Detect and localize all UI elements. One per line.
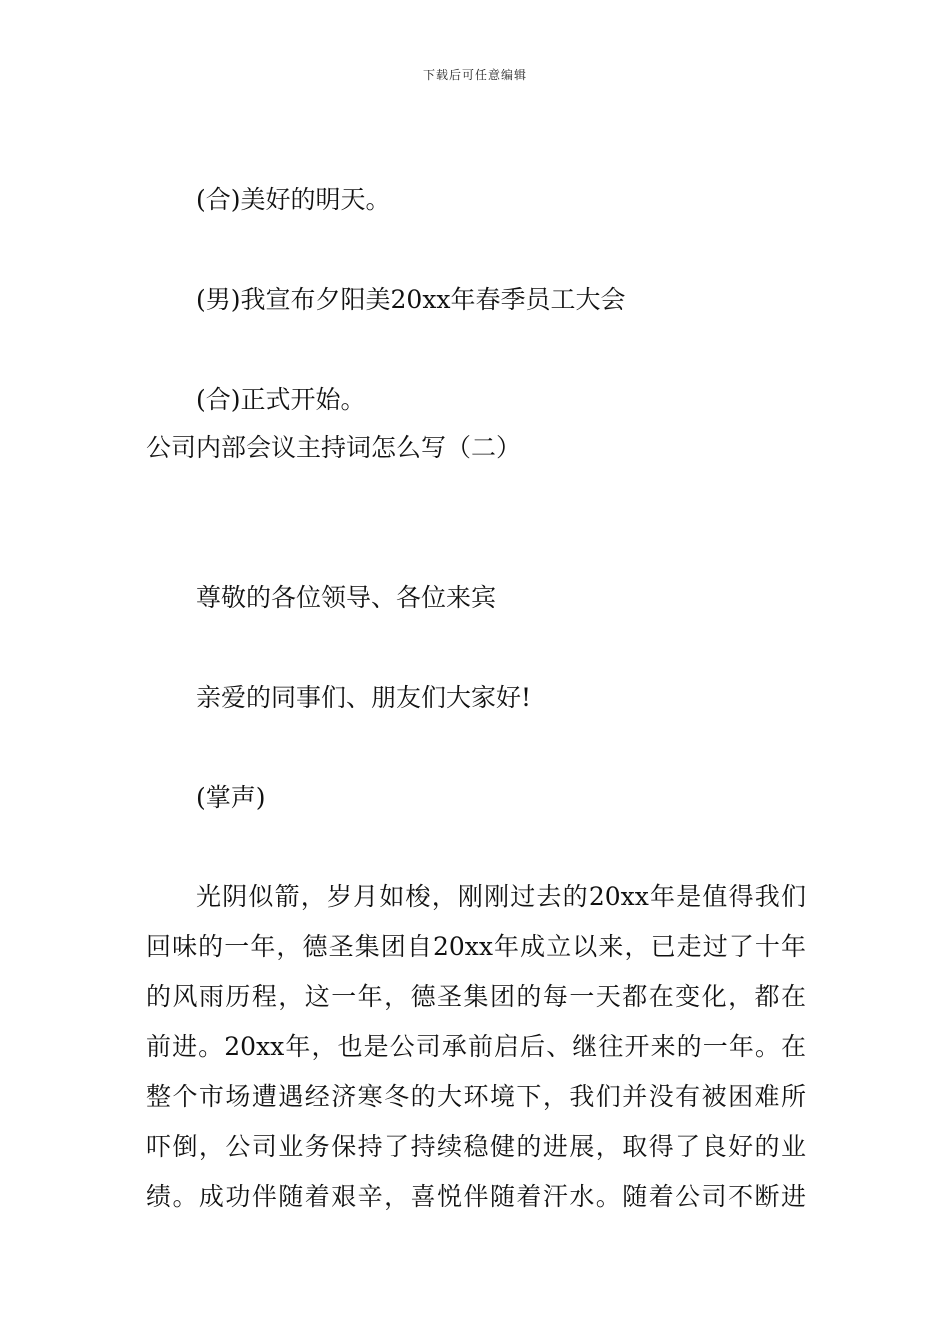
applause-note: (掌声) (196, 783, 266, 812)
closing-line-start: (合)正式开始。 (196, 385, 366, 414)
paragraph-line: 回味的一年，德圣集团自20xx年成立以来，已走过了十年 (146, 932, 806, 961)
paragraph-line: 整个市场遭遇经济寒冬的大环境下，我们并没有被困难所 (146, 1082, 806, 1111)
paragraph-line: 前进。20xx年，也是公司承前启后、继往开来的一年。在 (146, 1032, 806, 1061)
announcement-line-male: (男)我宣布夕阳美20xx年春季员工大会 (196, 285, 626, 314)
greeting-colleagues: 亲爱的同事们、朋友们大家好! (196, 683, 532, 712)
paragraph-line: 光阴似箭，岁月如梭，刚刚过去的20xx年是值得我们 (196, 882, 806, 911)
paragraph-line: 的风雨历程，这一年，德圣集团的每一天都在变化，都在 (146, 982, 806, 1011)
section-heading: 公司内部会议主持词怎么写（二） (146, 433, 522, 462)
paragraph-line: 绩。成功伴随着艰辛，喜悦伴随着汗水。随着公司不断进 (146, 1182, 806, 1211)
paragraph-line: 吓倒，公司业务保持了持续稳健的进展，取得了良好的业 (146, 1132, 806, 1161)
closing-line-together: (合)美好的明天。 (196, 185, 391, 214)
page-header-note: 下载后可任意编辑 (422, 68, 527, 82)
greeting-leaders: 尊敬的各位领导、各位来宾 (196, 583, 497, 612)
